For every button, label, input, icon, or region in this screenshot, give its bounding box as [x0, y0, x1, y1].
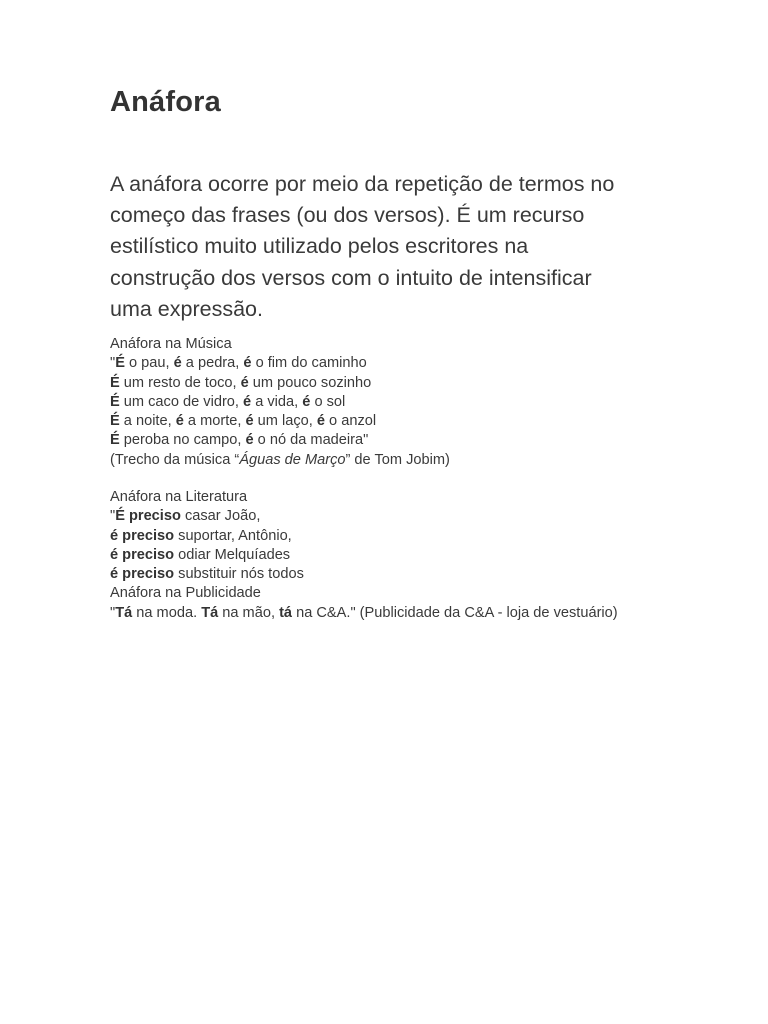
- advertising-line: [110, 604, 710, 623]
- emphasized-term: tá: [279, 604, 293, 621]
- emphasized-term: é preciso: [110, 566, 175, 583]
- intro-line: A anáfora ocorre por meio da repetição de termos no: [110, 172, 615, 196]
- verse-text: na mão,: [218, 604, 280, 621]
- music-verse: [110, 412, 710, 431]
- emphasized-term: É: [110, 432, 120, 449]
- song-title: Águas de Março: [239, 451, 346, 468]
- verse-text: o nó da madeira": [253, 432, 369, 449]
- emphasized-term: Tá: [201, 604, 219, 621]
- verse-text: um laço,: [253, 413, 317, 430]
- verse-text: na C&A." (Publicidade da C&A - loja de vestuário): [292, 604, 618, 621]
- advertising-heading: Anáfora na Publicidade: [110, 585, 261, 602]
- verse-text: um caco de vidro,: [119, 393, 244, 410]
- intro-line: uma expressão.: [110, 296, 263, 321]
- verse-text: o anzol: [325, 413, 377, 430]
- emphasized-term: é: [173, 355, 182, 372]
- music-example-section: [110, 335, 710, 470]
- verse-text: na moda.: [132, 604, 202, 621]
- music-verse: [110, 374, 710, 393]
- emphasized-term: Tá: [115, 604, 133, 621]
- emphasized-term: é: [245, 432, 254, 449]
- emphasized-term: É: [110, 393, 120, 410]
- credit-prefix: (Trecho da música “: [110, 451, 240, 468]
- verse-text: peroba no campo,: [119, 432, 246, 449]
- verse-text: o sol: [310, 393, 346, 410]
- credit-suffix: ” de Tom Jobim): [345, 451, 450, 468]
- emphasized-term: é: [243, 355, 252, 372]
- verse-text: odiar Melquíades: [174, 546, 291, 563]
- emphasized-term: é: [316, 413, 325, 430]
- literature-and-advertising-section: [110, 488, 710, 623]
- verse-text: a pedra,: [181, 355, 244, 372]
- verse-text: a morte,: [183, 413, 246, 430]
- verse-text: o pau,: [124, 355, 174, 372]
- literature-heading: Anáfora na Literatura: [110, 489, 248, 505]
- page-title: Anáfora: [110, 86, 221, 118]
- verse-text: a noite,: [119, 413, 176, 430]
- intro-line: começo das frases (ou dos versos). É um recurso: [110, 203, 585, 228]
- music-verse: [110, 393, 710, 412]
- emphasized-term: É: [110, 413, 120, 430]
- literature-verse: [110, 565, 710, 584]
- verse-text: ": [110, 508, 116, 525]
- music-credit: [110, 451, 710, 470]
- emphasized-term: é preciso: [110, 527, 175, 544]
- emphasized-term: É: [110, 374, 120, 391]
- music-heading: Anáfora na Música: [110, 336, 232, 352]
- emphasized-term: é: [245, 413, 254, 430]
- literature-verse: [110, 527, 710, 546]
- verse-text: suportar, Antônio,: [174, 527, 292, 544]
- intro-line: estilístico muito utilizado pelos escritores na: [110, 234, 529, 259]
- emphasized-term: é preciso: [110, 546, 175, 563]
- verse-text: um pouco sozinho: [248, 374, 372, 391]
- emphasized-term: é: [243, 393, 252, 410]
- verse-text: ": [110, 604, 116, 621]
- intro-line: construção dos versos com o intuito de intensificar: [110, 265, 592, 290]
- intro-paragraph: [110, 169, 680, 325]
- verse-text: substituir nós todos: [174, 566, 304, 583]
- verse-text: ": [110, 355, 116, 372]
- literature-verse: [110, 507, 710, 526]
- music-verse: [110, 431, 710, 450]
- emphasized-term: É preciso: [115, 508, 181, 525]
- verse-text: o fim do caminho: [251, 355, 367, 372]
- literature-verse: [110, 546, 710, 565]
- emphasized-term: é: [175, 413, 184, 430]
- emphasized-term: é: [302, 393, 311, 410]
- music-verse: [110, 354, 710, 373]
- emphasized-term: É: [115, 355, 125, 372]
- verse-text: um resto de toco,: [119, 374, 241, 391]
- emphasized-term: é: [240, 374, 249, 391]
- verse-text: a vida,: [251, 393, 303, 410]
- verse-text: casar João,: [180, 508, 261, 525]
